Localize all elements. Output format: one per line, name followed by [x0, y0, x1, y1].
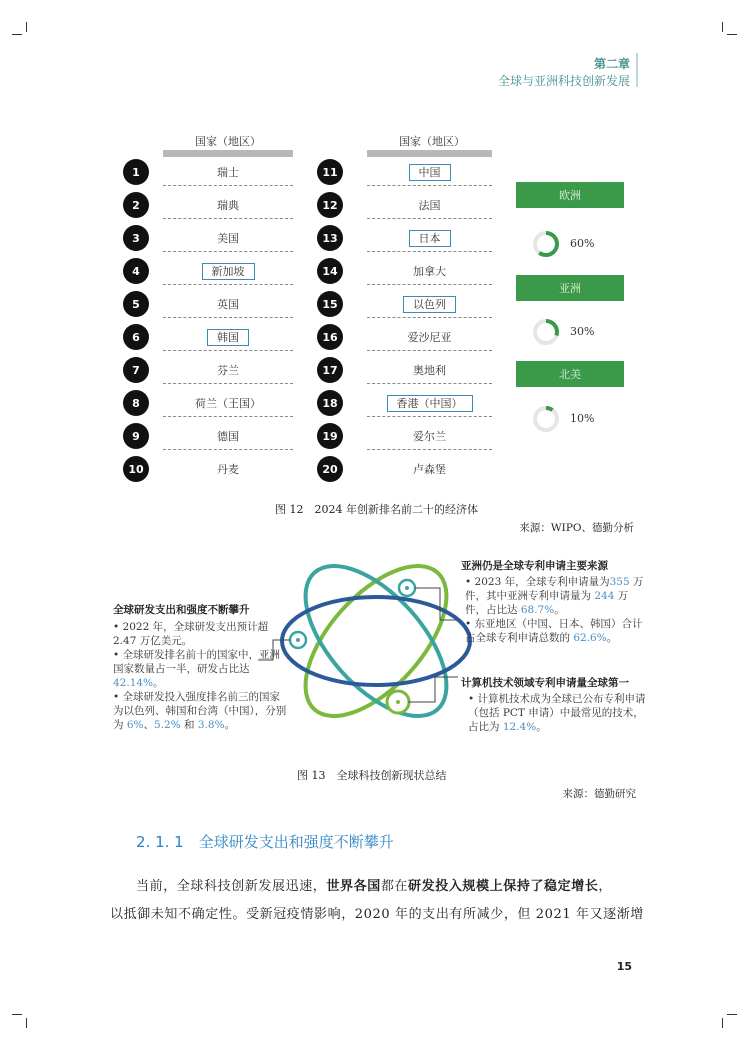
row-divider — [367, 317, 492, 318]
continent-label: 北美 — [516, 361, 624, 387]
highlight-value: 355 — [609, 576, 630, 588]
country-name — [367, 395, 492, 411]
row-divider — [163, 185, 293, 186]
text-run: 分别为 — [113, 705, 287, 731]
rank-badge: 19 — [317, 423, 343, 449]
country-label: 荷兰（王国） — [195, 397, 261, 410]
continent-percent: 10% — [570, 412, 595, 425]
row-divider — [367, 284, 492, 285]
country-label: 香港（中国） — [387, 395, 473, 412]
country-name — [367, 164, 492, 180]
highlight-value: 244 — [594, 590, 615, 602]
rank-badge: 2 — [123, 192, 149, 218]
chapter-label: 第二章 — [593, 57, 630, 71]
row-divider — [163, 218, 293, 219]
country-name — [367, 197, 492, 213]
country-label: 芬兰 — [217, 364, 239, 377]
country-label: 美国 — [217, 232, 239, 245]
rank-badge: 17 — [317, 357, 343, 383]
rank-badge: 7 — [123, 357, 149, 383]
row-divider — [367, 251, 492, 252]
rank-badge: 13 — [317, 225, 343, 251]
country-label: 丹麦 — [217, 463, 239, 476]
text-run: 数的 — [549, 632, 574, 644]
row-divider — [163, 251, 293, 252]
country-name — [163, 296, 293, 312]
country-name — [163, 362, 293, 378]
text-run: 2.47 万亿美元 — [113, 635, 182, 647]
text-run: 。 — [606, 632, 618, 644]
bullet-item — [465, 575, 645, 617]
text-run: 。 — [153, 677, 164, 689]
country-label: 韩国 — [207, 329, 249, 346]
text-run: 。 — [536, 721, 547, 733]
text-run: 国）合计占全球专利申请总 — [465, 618, 643, 644]
crop-mark-bl — [12, 1014, 22, 1015]
text-run: 一半，研发占比达 — [165, 663, 250, 675]
row-divider — [163, 416, 293, 417]
country-label: 爱沙尼亚 — [407, 331, 452, 344]
country-name — [163, 428, 293, 444]
highlight-value: 42.14% — [113, 677, 154, 689]
para-part: ， — [598, 879, 613, 894]
highlight-value: 3.8% — [197, 719, 225, 731]
row-divider — [367, 218, 492, 219]
bullet-item — [468, 692, 646, 734]
rank-badge: 12 — [317, 192, 343, 218]
column-header-bar-left — [163, 150, 293, 157]
text-run: 家中，亚洲国家数量占 — [113, 649, 281, 675]
country-label: 德国 — [217, 430, 239, 443]
left-block-text — [113, 620, 288, 732]
country-label: 奥地利 — [413, 364, 446, 377]
highlight-value: 12.4% — [502, 721, 537, 733]
crop-mark-tr-v — [722, 22, 723, 32]
text-run: • 2023 年，全球专利申请量为 — [465, 576, 610, 588]
country-label: 瑞典 — [217, 199, 239, 212]
chapter-title: 全球与亚洲科技创新发展 — [497, 74, 630, 88]
highlight-value: 62.6% — [573, 632, 607, 644]
body-paragraph-line2: 以抵御未知不确定性。受新冠疫情影响，2020 年的支出有所减少，但 2021 年又逐渐增 — [110, 907, 644, 922]
country-name — [163, 395, 293, 411]
country-name — [367, 362, 492, 378]
country-name — [163, 230, 293, 246]
text-run: 。 — [224, 719, 236, 731]
section-heading: 2. 1. 1 全球研发支出和强度不断攀升 — [136, 833, 394, 851]
column-header-bar-right — [367, 150, 492, 157]
rank-badge: 3 — [123, 225, 149, 251]
country-name — [163, 164, 293, 180]
crop-mark-tl-v — [26, 22, 27, 32]
rank-badge: 11 — [317, 159, 343, 185]
text-run: 。 — [554, 604, 565, 616]
country-label: 卢森堡 — [413, 463, 446, 476]
country-label: 瑞士 — [217, 166, 239, 179]
row-divider — [367, 416, 492, 417]
country-name — [367, 428, 492, 444]
country-name — [367, 230, 492, 246]
country-label: 英国 — [217, 298, 239, 311]
row-divider — [367, 350, 492, 351]
country-name — [163, 263, 293, 279]
right-top-text — [465, 575, 645, 645]
rank-badge: 15 — [317, 291, 343, 317]
continent-label: 欧洲 — [516, 182, 624, 208]
crop-mark-br-v — [722, 1018, 723, 1028]
figure12-source: 来源：WIPO、德勤分析 — [519, 522, 634, 534]
connector-top — [415, 588, 458, 620]
crop-mark-tr — [727, 34, 737, 35]
bullet-item — [113, 690, 288, 732]
rank-badge: 20 — [317, 456, 343, 482]
row-divider — [163, 449, 293, 450]
text-run: • 计算机技术成为全球已公布专 — [468, 693, 615, 705]
share-ring — [531, 317, 561, 347]
text-run: 为以色列、韩国和台湾（中国）， — [113, 705, 266, 717]
rank-badge: 14 — [317, 258, 343, 284]
bullet-item — [113, 648, 288, 690]
ring-track — [535, 408, 557, 430]
rank-badge: 1 — [123, 159, 149, 185]
text-run: 、 — [143, 719, 155, 731]
highlight-value: 68.7% — [520, 604, 555, 616]
figure13-source: 来源：德勤研究 — [562, 788, 636, 800]
bullet-item — [465, 617, 645, 645]
country-label: 日本 — [409, 230, 451, 247]
row-divider — [163, 284, 293, 285]
rank-badge: 6 — [123, 324, 149, 350]
text-run: • 全球研发排名前十的国 — [113, 649, 228, 661]
country-label: 以色列 — [403, 296, 456, 313]
country-label: 新加坡 — [202, 263, 255, 280]
figure12-caption: 图 12 2024 年创新排名前二十的经济体 — [275, 503, 478, 516]
rank-badge: 10 — [123, 456, 149, 482]
column-header-left: 国家（地区） — [195, 135, 261, 148]
page-number: 15 — [616, 960, 632, 973]
text-run: • 东亚地区（中国、日本、韩 — [465, 618, 601, 630]
highlight-value: 6% — [126, 719, 144, 731]
country-name — [163, 197, 293, 213]
para-part: 都在 — [380, 879, 409, 894]
para-bold: 世界各国 — [326, 879, 381, 894]
text-run: 万件，占比达 — [465, 590, 629, 616]
text-run: 。 — [181, 635, 193, 647]
row-divider — [367, 185, 492, 186]
rank-badge: 4 — [123, 258, 149, 284]
para-part: 当前，全球科技创新发展迅速， — [136, 879, 327, 894]
right-bottom-text — [468, 692, 646, 734]
country-label: 爱尔兰 — [413, 430, 446, 443]
text-run: • 全球研发投入强度排名前三的国家 — [113, 691, 281, 703]
rank-badge: 5 — [123, 291, 149, 317]
rank-badge: 18 — [317, 390, 343, 416]
connector-bottom — [408, 677, 458, 702]
text-run: 常见的技术，占比为 — [468, 707, 644, 733]
para-bold: 研发投入规模上保持了稳定增长 — [408, 879, 599, 894]
header-divider — [636, 53, 638, 87]
crop-mark-br — [727, 1014, 737, 1015]
row-divider — [367, 449, 492, 450]
country-label: 法国 — [418, 199, 441, 212]
column-header-right: 国家（地区） — [399, 135, 465, 148]
country-name — [163, 329, 293, 345]
country-label: 加拿大 — [413, 265, 446, 278]
row-divider — [367, 383, 492, 384]
text-run: 量为 — [570, 590, 595, 602]
country-label: 中国 — [409, 164, 451, 181]
row-divider — [163, 383, 293, 384]
text-run: • 2022 年，全球研发支出 — [113, 621, 237, 633]
share-ring — [531, 404, 561, 434]
country-name — [163, 461, 293, 477]
body-paragraph-line1 — [136, 875, 612, 894]
rank-badge: 8 — [123, 390, 149, 416]
country-name — [367, 461, 492, 477]
country-name — [367, 329, 492, 345]
rank-badge: 9 — [123, 423, 149, 449]
continent-percent: 30% — [570, 325, 595, 338]
highlight-value: 5.2% — [154, 719, 181, 731]
share-ring — [531, 229, 561, 259]
text-run: 预计超 — [236, 621, 269, 633]
text-run: 和 — [180, 719, 198, 731]
country-name — [367, 263, 492, 279]
left-block-title: 全球研发支出和强度不断攀升 — [113, 604, 250, 616]
row-divider — [163, 350, 293, 351]
text-run: 利申请（包括 PCT 申请）中最 — [468, 693, 646, 719]
row-divider — [163, 317, 293, 318]
text-run: 万件，其中亚洲专利申请 — [465, 576, 644, 602]
crop-mark-bl-v — [26, 1018, 27, 1028]
figure13-caption: 图 13 全球科技创新现状总结 — [297, 769, 447, 782]
continent-percent: 60% — [570, 237, 595, 250]
bullet-item — [113, 620, 288, 648]
country-name — [367, 296, 492, 312]
crop-mark-tl — [12, 34, 22, 35]
right-bottom-title: 计算机技术领域专利申请量全球第一 — [461, 677, 629, 689]
rank-badge: 16 — [317, 324, 343, 350]
right-top-title: 亚洲仍是全球专利申请主要来源 — [461, 560, 608, 572]
continent-label: 亚洲 — [516, 275, 624, 301]
